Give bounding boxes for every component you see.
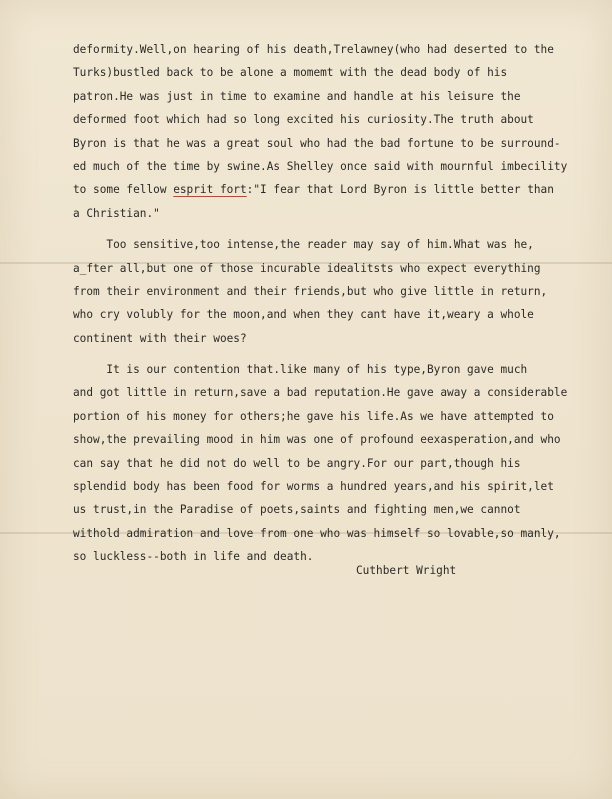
text-line-with-underline xyxy=(73,178,603,201)
body-text xyxy=(73,38,603,569)
text-line: splendid body has been food for worms a hundred years,and his spirit,let xyxy=(73,480,554,494)
underlined-phrase: esprit fort xyxy=(173,183,247,197)
text-line: deformed foot which had so long excited his curiosity.The truth about xyxy=(73,113,534,127)
text-line: It is our contention that.like many of his type,Byron gave much xyxy=(73,363,528,377)
text-line: a Christian." xyxy=(73,206,160,220)
text-line: from their environment and their friends,but who give little in return, xyxy=(73,284,548,298)
text-line: can say that he did not do well to be angry.For our part,though his xyxy=(73,456,521,470)
paragraph-2 xyxy=(73,233,603,350)
text-line: and got little in return,save a bad reputation.He gave away a considerable xyxy=(73,386,568,400)
text-line: who cry volubly for the moon,and when they cant have it,weary a whole xyxy=(73,308,534,322)
paragraph-gap xyxy=(73,350,603,358)
paragraph-1 xyxy=(73,38,603,225)
text-line: show,the prevailing mood in him was one of profound eexasperation,and who xyxy=(73,433,561,447)
text-line: a_fter all,but one of those incurable idealitsts who expect everything xyxy=(73,261,541,275)
text-line: so luckless--both in life and death. xyxy=(73,550,314,564)
text-line: patron.He was just in time to examine and handle at his leisure the xyxy=(73,89,521,103)
text-line: continent with their woes? xyxy=(73,331,247,345)
text-fragment: :"I fear that Lord Byron is little better than xyxy=(246,183,554,197)
paragraph-3 xyxy=(73,358,603,569)
paragraph-gap xyxy=(73,225,603,233)
text-line: ed much of the time by swine.As Shelley once said with mournful imbecility xyxy=(73,159,568,173)
text-fragment: to some fellow xyxy=(73,183,174,197)
text-line: us trust,in the Paradise of poets,saints and fighting men,we cannot xyxy=(73,503,521,517)
text-line: deformity.Well,on hearing of his death,Trelawney(who had deserted to the xyxy=(73,43,554,56)
text-line: Too sensitive,too intense,the reader may say of him.What was he, xyxy=(73,238,534,252)
text-line: Byron is that he was a great soul who had the bad fortune to be surround- xyxy=(73,136,561,150)
text-line: portion of his money for others;he gave his life.As we have attempted to xyxy=(73,409,554,423)
text-line: withold admiration and love from one who was himself so lovable,so manly, xyxy=(73,526,561,540)
author-signature: Cuthbert Wright xyxy=(356,564,457,577)
text-line: Turks)bustled back to be alone a momemt with the dead body of his xyxy=(73,66,508,80)
